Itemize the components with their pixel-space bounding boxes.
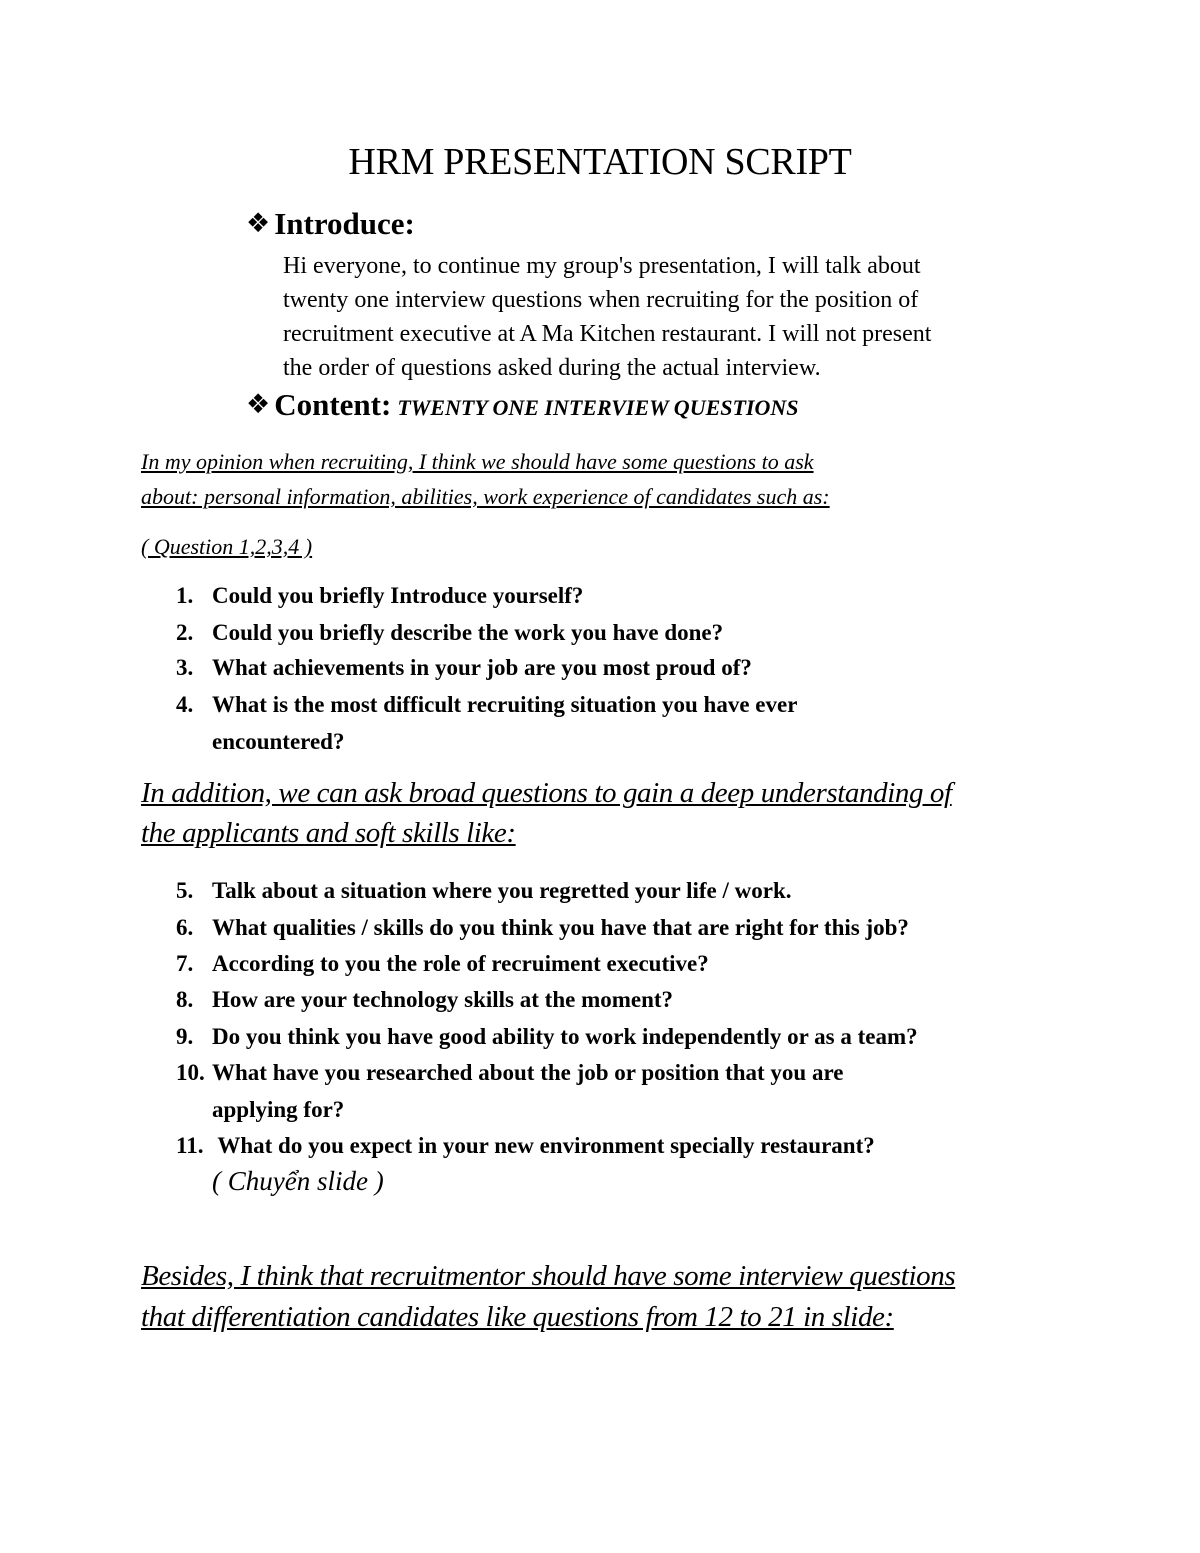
- section2-line: In addition, we can ask broad questions to gain a deep understanding of: [141, 777, 952, 809]
- question-text: What have you researched about the job or position that you are: [212, 1060, 844, 1085]
- question-item: [176, 987, 673, 1013]
- question-number: 7.: [176, 951, 194, 976]
- question-text: Do you think you have good ability to work independently or as a team?: [212, 1024, 918, 1049]
- question-continuation: encountered?: [212, 729, 345, 754]
- question-number: 3.: [176, 655, 194, 680]
- question-continuation: applying for?: [212, 1097, 345, 1122]
- document-title: HRM PRESENTATION SCRIPT: [348, 141, 852, 183]
- question-text: According to you the role of recruiment executive?: [212, 951, 709, 976]
- diamond-bullet-icon: ❖: [246, 208, 271, 239]
- section1-line: about: personal information, abilities, work experience of candidates such as:: [141, 484, 830, 509]
- question-item: [176, 655, 752, 681]
- question-text: What is the most difficult recruiting situation you have ever: [212, 692, 798, 717]
- question-item: [176, 878, 792, 904]
- content-heading-label: Content:: [274, 387, 392, 422]
- question-number: 6.: [176, 915, 194, 940]
- intro-paragraph-line: twenty one interview questions when recruiting for the position of: [283, 287, 919, 313]
- question-item: [176, 1060, 843, 1086]
- question-reference: ( Question 1,2,3,4 ): [141, 534, 313, 559]
- question-number: 2.: [176, 620, 194, 645]
- question-text: What qualities / skills do you think you have that are right for this job?: [212, 915, 909, 940]
- question-number: 4.: [176, 692, 194, 717]
- question-number: 10.: [176, 1060, 205, 1085]
- intro-paragraph-line: Hi everyone, to continue my group's presentation, I will talk about: [283, 253, 921, 279]
- question-text: How are your technology skills at the moment?: [212, 987, 674, 1012]
- question-item: [176, 1133, 875, 1159]
- section3-line: that differentiation candidates like questions from 12 to 21 in slide:: [141, 1301, 894, 1333]
- question-text: Talk about a situation where you regretted your life / work.: [212, 878, 792, 903]
- section2-line: the applicants and soft skills like:: [141, 817, 516, 849]
- content-heading: [246, 387, 799, 423]
- question-item: [176, 692, 797, 718]
- slide-transition-note: ( Chuyển slide ): [212, 1166, 384, 1196]
- question-number: 11.: [176, 1133, 204, 1158]
- question-item: [176, 583, 583, 609]
- intro-heading-label: Introduce:: [274, 206, 415, 241]
- intro-paragraph-line: recruitment executive at A Ma Kitchen restaurant. I will not present: [283, 321, 932, 347]
- intro-heading: [246, 206, 415, 242]
- question-text: What achievements in your job are you most proud of?: [212, 655, 752, 680]
- intro-paragraph-line: the order of questions asked during the actual interview.: [283, 355, 821, 381]
- question-text: Could you briefly Introduce yourself?: [212, 583, 584, 608]
- question-item: [176, 915, 909, 941]
- question-text: What do you expect in your new environment specially restaurant?: [212, 1133, 875, 1158]
- question-number: 5.: [176, 878, 194, 903]
- question-item: [176, 620, 723, 646]
- diamond-bullet-icon: ❖: [246, 389, 271, 420]
- question-number: 1.: [176, 583, 194, 608]
- content-subheading: TWENTY ONE INTERVIEW QUESTIONS: [397, 395, 799, 420]
- section1-line: In my opinion when recruiting, I think we should have some questions to ask: [141, 449, 814, 474]
- question-text: Could you briefly describe the work you have done?: [212, 620, 724, 645]
- question-item: [176, 951, 709, 977]
- question-number: 8.: [176, 987, 194, 1012]
- question-item: [176, 1024, 918, 1050]
- question-number: 9.: [176, 1024, 194, 1049]
- section3-line: Besides, I think that recruitmentor should have some interview questions: [141, 1260, 956, 1292]
